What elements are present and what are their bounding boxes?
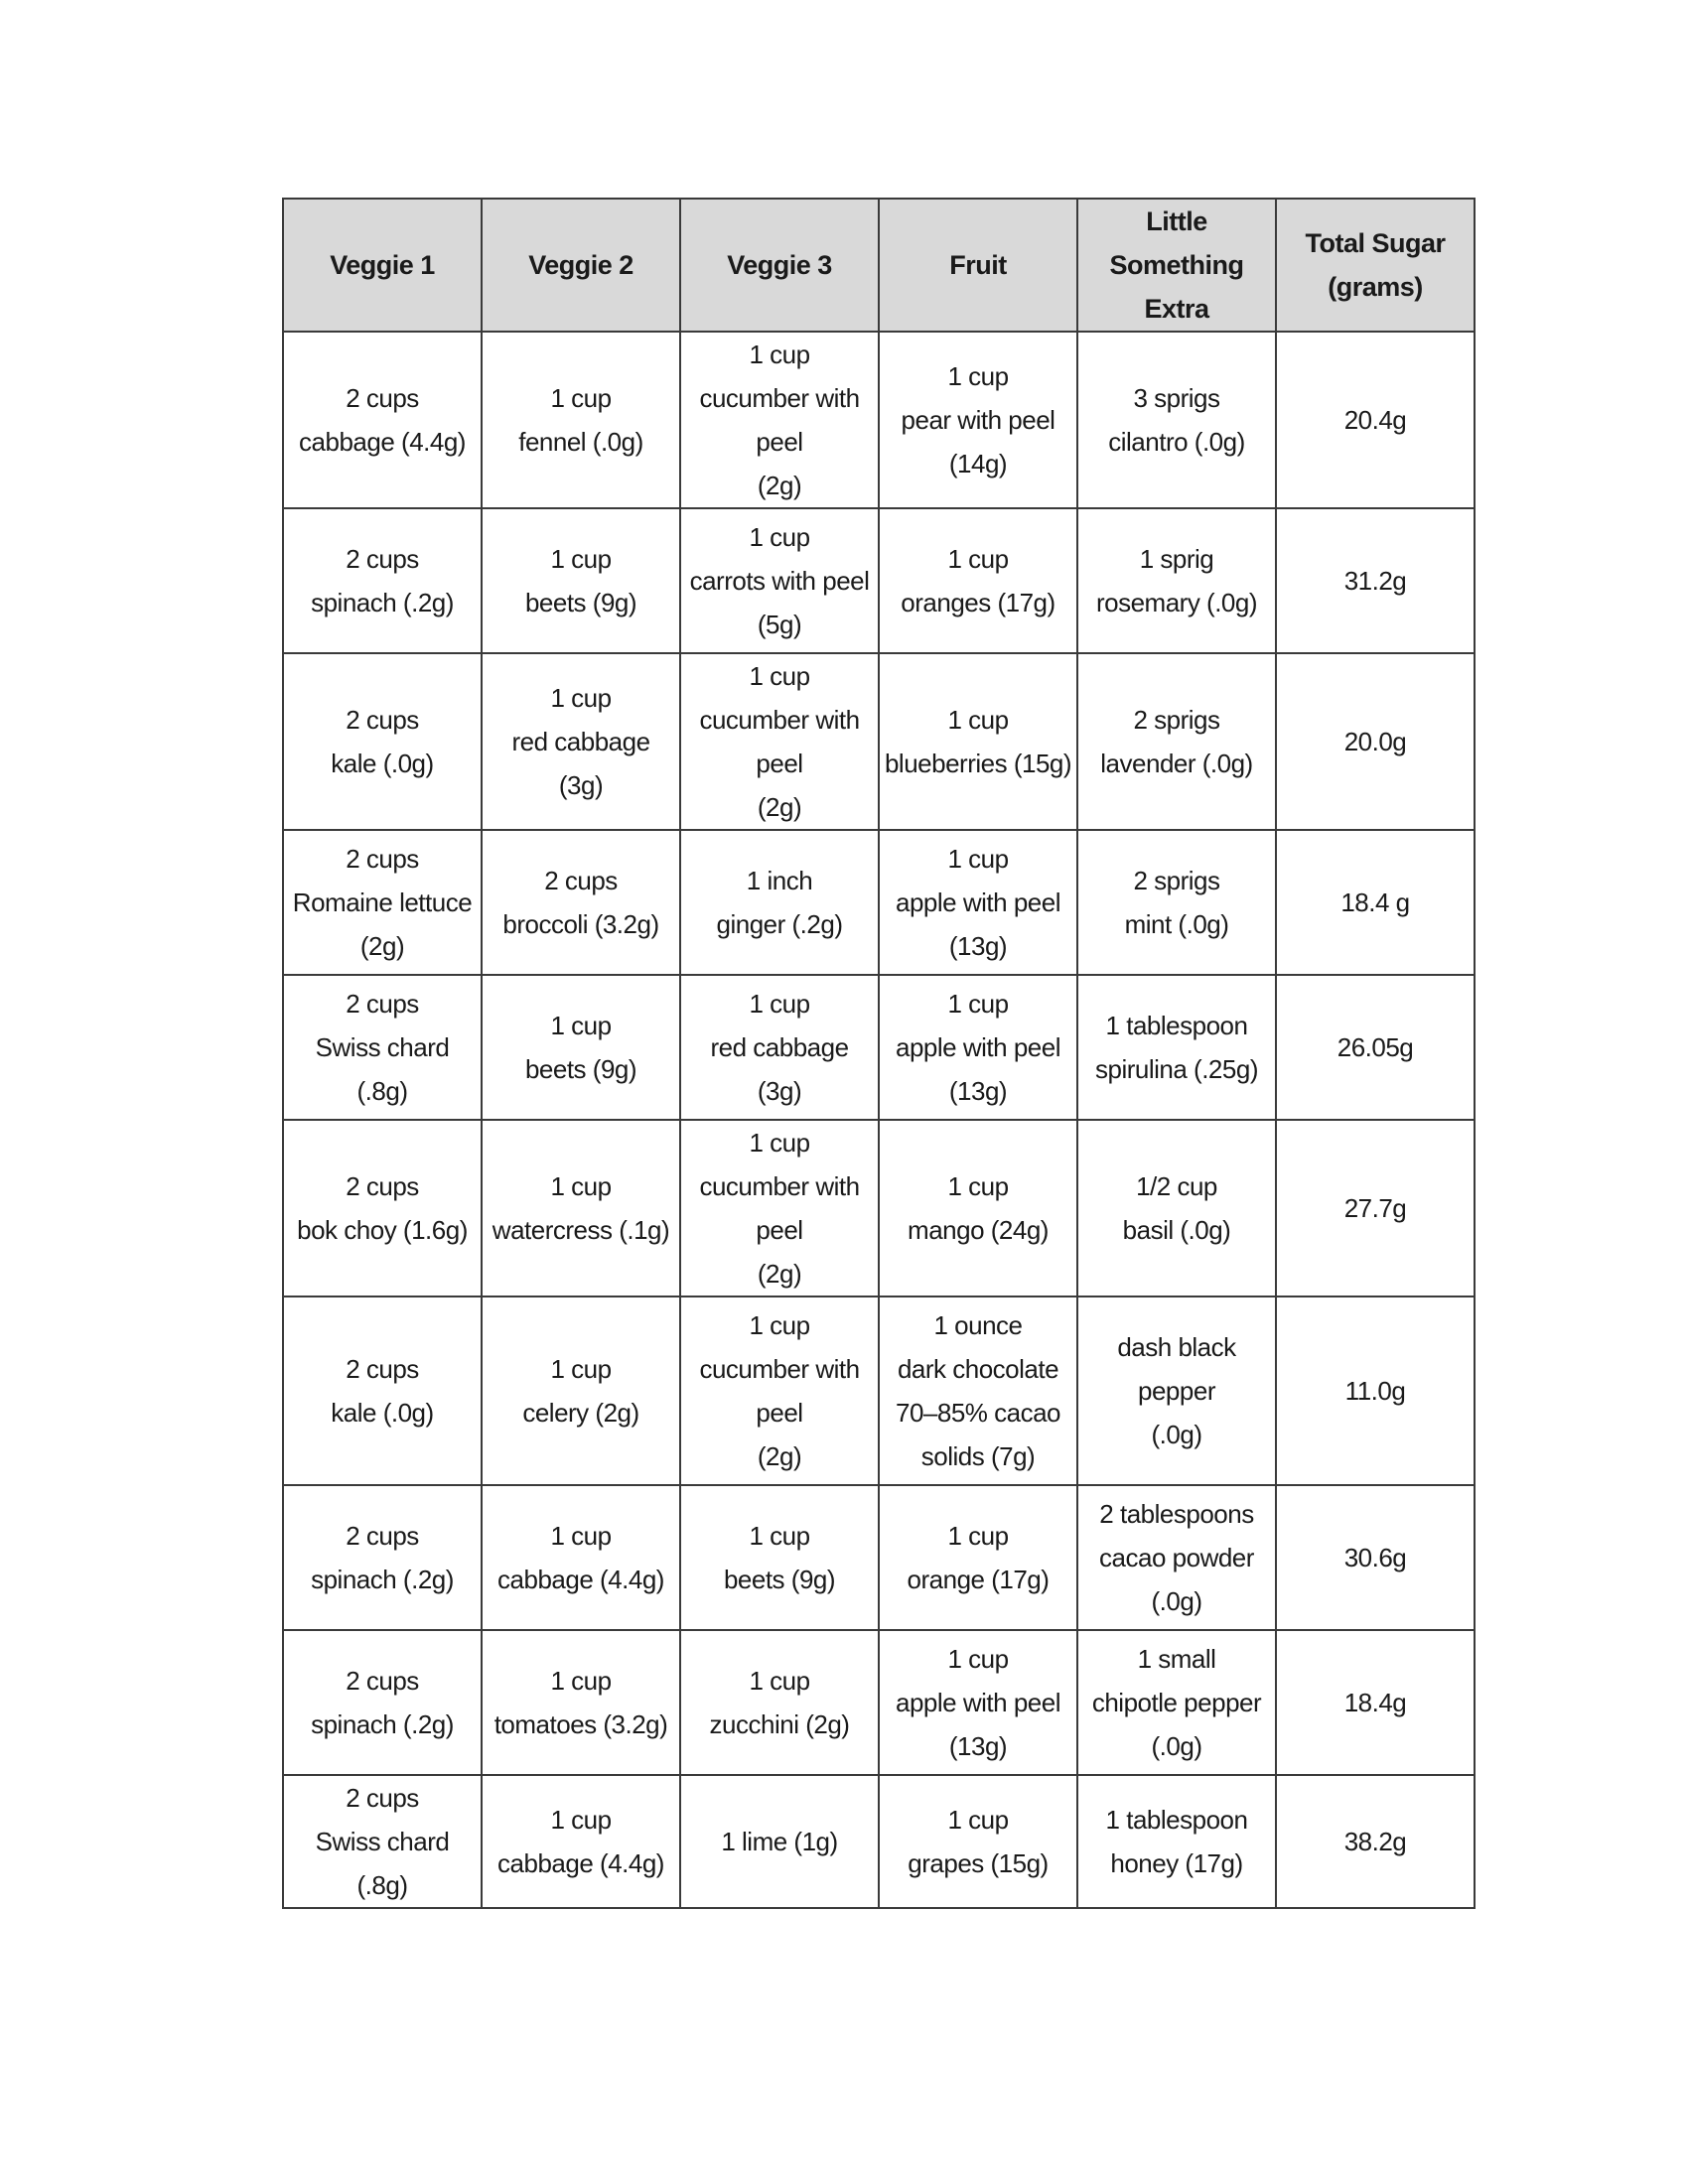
sugar-table bbox=[282, 198, 1476, 1909]
cell-fruit bbox=[879, 508, 1077, 653]
cell-veggie-1 bbox=[283, 975, 482, 1120]
cell-text: 1 cup grapes (15g) bbox=[908, 1805, 1049, 1878]
cell-text: 18.4 g bbox=[1340, 887, 1410, 917]
cell-veggie-2 bbox=[482, 653, 680, 830]
cell-text: 38.2g bbox=[1343, 1827, 1407, 1856]
cell-total-sugar bbox=[1276, 1120, 1475, 1297]
table-row bbox=[283, 508, 1475, 653]
cell-veggie-3 bbox=[680, 1630, 879, 1775]
cell-text: 2 cups spinach (.2g) bbox=[311, 544, 454, 617]
column-header-veggie-2 bbox=[482, 199, 680, 332]
cell-text: 20.4g bbox=[1343, 405, 1407, 435]
cell-fruit bbox=[879, 1775, 1077, 1908]
column-header-label: Veggie 1 bbox=[330, 250, 435, 280]
cell-text: 1 cup apple with peel (13g) bbox=[896, 844, 1060, 961]
column-header-fruit bbox=[879, 199, 1077, 332]
header-row bbox=[283, 199, 1475, 332]
cell-text: 27.7g bbox=[1343, 1193, 1407, 1223]
cell-text: 2 cups Romaine lettuce (2g) bbox=[292, 844, 473, 961]
cell-text: 1 cup fennel (.0g) bbox=[518, 383, 643, 457]
cell-text: 2 sprigs lavender (.0g) bbox=[1100, 705, 1253, 778]
cell-extra bbox=[1077, 830, 1276, 975]
cell-veggie-2 bbox=[482, 508, 680, 653]
table-row bbox=[283, 1297, 1475, 1485]
cell-text: 1 cup carrots with peel (5g) bbox=[689, 522, 870, 639]
cell-text: 31.2g bbox=[1343, 566, 1407, 596]
table-row bbox=[283, 1485, 1475, 1630]
cell-text: 1 cup red cabbage (3g) bbox=[710, 989, 849, 1106]
cell-text: 1 cup zucchini (2g) bbox=[709, 1666, 850, 1739]
cell-fruit bbox=[879, 1630, 1077, 1775]
cell-fruit bbox=[879, 1120, 1077, 1297]
cell-fruit bbox=[879, 332, 1077, 508]
cell-text: 1 cup mango (24g) bbox=[908, 1171, 1049, 1245]
table-row bbox=[283, 653, 1475, 830]
cell-text: 1 cup watercress (.1g) bbox=[492, 1171, 670, 1245]
cell-total-sugar bbox=[1276, 1630, 1475, 1775]
cell-total-sugar bbox=[1276, 332, 1475, 508]
cell-veggie-1 bbox=[283, 1775, 482, 1908]
cell-extra bbox=[1077, 975, 1276, 1120]
cell-text: 2 cups kale (.0g) bbox=[331, 1354, 434, 1428]
cell-text: 1 cup red cabbage (3g) bbox=[511, 683, 650, 800]
cell-extra bbox=[1077, 653, 1276, 830]
table-body bbox=[283, 332, 1475, 1908]
cell-veggie-2 bbox=[482, 1775, 680, 1908]
cell-text: 3 sprigs cilantro (.0g) bbox=[1108, 383, 1245, 457]
cell-text: 1 cup orange (17g) bbox=[907, 1521, 1050, 1594]
cell-text: 1 cup blueberries (15g) bbox=[884, 705, 1072, 778]
cell-text: 1 cup oranges (17g) bbox=[901, 544, 1055, 617]
cell-text: 1 cup tomatoes (3.2g) bbox=[493, 1666, 668, 1739]
cell-text: 1/2 cup basil (.0g) bbox=[1122, 1171, 1231, 1245]
cell-total-sugar bbox=[1276, 508, 1475, 653]
cell-text: 1 tablespoon honey (17g) bbox=[1105, 1805, 1248, 1878]
cell-text: 1 tablespoon spirulina (.25g) bbox=[1095, 1011, 1258, 1084]
cell-veggie-3 bbox=[680, 1775, 879, 1908]
column-header-veggie-3 bbox=[680, 199, 879, 332]
cell-text: 2 cups spinach (.2g) bbox=[311, 1666, 454, 1739]
cell-veggie-3 bbox=[680, 653, 879, 830]
cell-text: 18.4g bbox=[1343, 1688, 1407, 1717]
column-header-label: Fruit bbox=[949, 250, 1007, 280]
cell-veggie-2 bbox=[482, 1297, 680, 1485]
cell-veggie-2 bbox=[482, 1120, 680, 1297]
cell-veggie-1 bbox=[283, 332, 482, 508]
cell-extra bbox=[1077, 1630, 1276, 1775]
cell-fruit bbox=[879, 975, 1077, 1120]
cell-veggie-3 bbox=[680, 1297, 879, 1485]
cell-veggie-2 bbox=[482, 1485, 680, 1630]
cell-veggie-1 bbox=[283, 1297, 482, 1485]
cell-extra bbox=[1077, 508, 1276, 653]
cell-text: 2 cups spinach (.2g) bbox=[311, 1521, 454, 1594]
cell-veggie-3 bbox=[680, 830, 879, 975]
cell-text: 1 cup cucumber with peel (2g) bbox=[699, 340, 860, 500]
table-row bbox=[283, 332, 1475, 508]
table-row bbox=[283, 975, 1475, 1120]
cell-text: 1 inch ginger (.2g) bbox=[716, 866, 843, 939]
cell-veggie-1 bbox=[283, 830, 482, 975]
cell-text: 1 cup beets (9g) bbox=[524, 544, 637, 617]
cell-veggie-1 bbox=[283, 1120, 482, 1297]
cell-total-sugar bbox=[1276, 653, 1475, 830]
cell-text: dash black pepper (.0g) bbox=[1117, 1332, 1236, 1449]
cell-fruit bbox=[879, 653, 1077, 830]
cell-extra bbox=[1077, 1775, 1276, 1908]
column-header-extra bbox=[1077, 199, 1276, 332]
cell-veggie-1 bbox=[283, 653, 482, 830]
cell-text: 2 sprigs mint (.0g) bbox=[1124, 866, 1229, 939]
column-header-label: Veggie 2 bbox=[528, 250, 633, 280]
cell-text: 1 cup beets (9g) bbox=[524, 1011, 637, 1084]
cell-text: 2 tablespoons cacao powder (.0g) bbox=[1099, 1499, 1254, 1616]
cell-text: 26.05g bbox=[1336, 1032, 1414, 1062]
cell-total-sugar bbox=[1276, 1485, 1475, 1630]
column-header-veggie-1 bbox=[283, 199, 482, 332]
cell-text: 1 cup cucumber with peel (2g) bbox=[699, 661, 860, 822]
cell-text: 1 small chipotle pepper (.0g) bbox=[1091, 1644, 1262, 1761]
cell-text: 1 cup apple with peel (13g) bbox=[896, 1644, 1060, 1761]
cell-veggie-2 bbox=[482, 830, 680, 975]
cell-text: 2 cups Swiss chard (.8g) bbox=[315, 989, 450, 1106]
cell-text: 1 sprig rosemary (.0g) bbox=[1095, 544, 1258, 617]
cell-text: 1 cup beets (9g) bbox=[723, 1521, 836, 1594]
cell-extra bbox=[1077, 1485, 1276, 1630]
cell-text: 2 cups Swiss chard (.8g) bbox=[315, 1783, 450, 1900]
column-header-label: Total Sugar (grams) bbox=[1305, 228, 1446, 302]
cell-veggie-1 bbox=[283, 508, 482, 653]
cell-text: 2 cups kale (.0g) bbox=[331, 705, 434, 778]
cell-veggie-1 bbox=[283, 1630, 482, 1775]
cell-text: 1 cup cabbage (4.4g) bbox=[497, 1521, 664, 1594]
cell-total-sugar bbox=[1276, 1297, 1475, 1485]
cell-text: 30.6g bbox=[1343, 1543, 1407, 1572]
cell-text: 2 cups cabbage (4.4g) bbox=[299, 383, 466, 457]
cell-text: 2 cups broccoli (3.2g) bbox=[502, 866, 659, 939]
cell-text: 1 cup celery (2g) bbox=[522, 1354, 639, 1428]
cell-fruit bbox=[879, 830, 1077, 975]
cell-text: 11.0g bbox=[1344, 1376, 1406, 1406]
cell-text: 1 cup cucumber with peel (2g) bbox=[699, 1128, 860, 1289]
cell-extra bbox=[1077, 1297, 1276, 1485]
cell-veggie-2 bbox=[482, 1630, 680, 1775]
cell-total-sugar bbox=[1276, 975, 1475, 1120]
cell-veggie-3 bbox=[680, 332, 879, 508]
table-row bbox=[283, 1630, 1475, 1775]
cell-text: 1 cup cabbage (4.4g) bbox=[497, 1805, 664, 1878]
cell-veggie-1 bbox=[283, 1485, 482, 1630]
cell-text: 1 cup pear with peel (14g) bbox=[901, 361, 1055, 478]
cell-text: 20.0g bbox=[1343, 727, 1407, 756]
cell-veggie-3 bbox=[680, 1120, 879, 1297]
table-row bbox=[283, 830, 1475, 975]
cell-text: 1 lime (1g) bbox=[721, 1827, 838, 1856]
cell-text: 1 cup apple with peel (13g) bbox=[896, 989, 1060, 1106]
cell-text: 1 cup cucumber with peel (2g) bbox=[699, 1310, 860, 1471]
table-row bbox=[283, 1775, 1475, 1908]
cell-text: 2 cups bok choy (1.6g) bbox=[297, 1171, 468, 1245]
cell-veggie-2 bbox=[482, 975, 680, 1120]
cell-fruit bbox=[879, 1485, 1077, 1630]
cell-veggie-2 bbox=[482, 332, 680, 508]
cell-extra bbox=[1077, 1120, 1276, 1297]
column-header-total-sugar bbox=[1276, 199, 1475, 332]
cell-veggie-3 bbox=[680, 508, 879, 653]
cell-total-sugar bbox=[1276, 830, 1475, 975]
cell-text: 1 ounce dark chocolate 70–85% cacao solids (7g) bbox=[895, 1310, 1061, 1471]
cell-total-sugar bbox=[1276, 1775, 1475, 1908]
table-row bbox=[283, 1120, 1475, 1297]
column-header-label: Little Something Extra bbox=[1109, 206, 1244, 324]
column-header-label: Veggie 3 bbox=[727, 250, 832, 280]
cell-veggie-3 bbox=[680, 1485, 879, 1630]
cell-extra bbox=[1077, 332, 1276, 508]
cell-veggie-3 bbox=[680, 975, 879, 1120]
cell-fruit bbox=[879, 1297, 1077, 1485]
